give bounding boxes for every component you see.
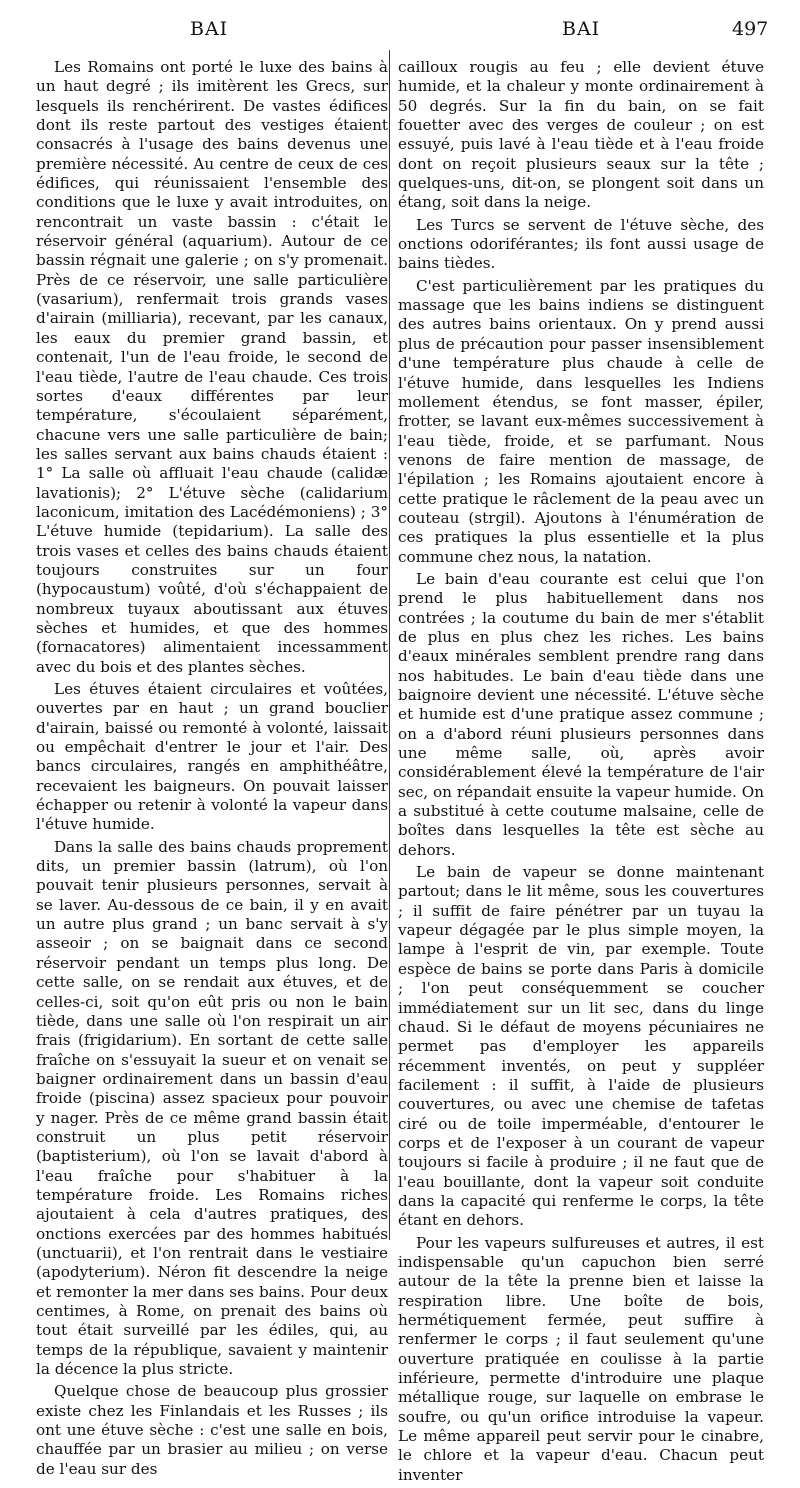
- paragraph: Le bain de vapeur se donne maintenant partout; dans le lit même, sous les couvertures ; il suffit de faire pénétrer par un tuyau la vapeur dégagée par le plus simple moyen, la lampe à l'esprit de vin, par exemple. Toute espèce de bains se porte dans Paris à domicile ; l'on peut conséquemment se coucher immédiatement sur un lit sec, dans du linge chaud. Si le défaut de moyens pécuniaires ne permet pas d'employer les appareils récemment inventés, on peut y suppléer facilement : il suffit, à l'aide de plusieurs couvertures, ou avec une chemise de tafetas ciré ou de toile imperméable, d'entourer le corps et de l'exposer à un courant de vapeur toujours si facile à produire ; il ne faut que de l'eau bouillante, dont la vapeur soit conduite dans la capacité qui renferme le corps, la tête étant en dehors.: [398, 863, 764, 1230]
- running-title-left: BAI: [190, 18, 229, 40]
- paragraph: Dans la salle des bains chauds proprement dits, un premier bassin (latrum), où l'on pouvait tenir plusieurs personnes, servait à se laver. Au-dessous de ce bain, il y en avait un autre plus grand ; un banc servait à s'y asseoir ; on se baignait dans ce second réservoir pendant un temps plus long. De cette salle, on se rendait aux étuves, et de celles-ci, soit qu'on eût pris ou non le bain tiède, dans une salle où l'on respirait un air frais (frigidarium). En sortant de cette salle fraîche on s'essuyait la sueur et on venait se baigner ordinairement dans un bassin d'eau froide (piscina) assez spacieux pour pouvoir y nager. Près de ce même grand bassin était construit un plus petit réservoir (baptisterium), où l'on se lavait d'abord à l'eau fraîche pour s'habituer à la température froide. Les Romains riches ajoutaient à cela d'autres pratiques, des onctions exercées par des hommes habitués (unctuarii), et l'on rentrait dans le vestiaire (apodyterium). Néron fit descendre la neige et remonter la mer dans ses bains. Pour deux centimes, à Rome, on prenait des bains où tout était surveillé par les édiles, qui, au temps de la république, savaient y maintenir la décence la plus stricte.: [36, 837, 388, 1379]
- running-title-right: BAI: [562, 18, 601, 40]
- paragraph: Le bain d'eau courante est celui que l'on prend le plus habituellement dans nos contrées ; la coutume du bain de mer s'établit de plus en plus chez les riches. Les bains d'eaux minérales semblent prendre rang dans nos habitudes. Le bain d'eau tiède dans une baignoire devient une nécessité. L'étuve sèche et humide est d'une pratique assez commune ; on a d'abord réuni plusieurs personnes dans une même salle, où, après avoir considérablement élevé la température de l'air sec, on répandait ensuite la vapeur humide. On a substitué à cette coutume malsaine, celle de boîtes dans lesquelles la tête est sèche au dehors.: [398, 569, 764, 859]
- paragraph: Pour les vapeurs sulfureuses et autres, il est indispensable qu'un capuchon bien serré autour de la tête la prenne bien et laisse la respiration libre. Une boîte de bois, hermétiquement fermée, peut suffire à renfermer le corps ; il faut seulement qu'une ouverture pratiquée en coulisse à la partie inférieure, permette d'introduire une plaque métallique rouge, sur laquelle on embrase le soufre, ou qu'un orifice introduise la vapeur. Le même appareil peut servir pour le cinabre, le chlore et la vapeur d'eau. Chacun peut inventer: [398, 1233, 764, 1484]
- running-header: [0, 18, 800, 48]
- paragraph: Quelque chose de beaucoup plus grossier existe chez les Finlandais et les Russes ; ils ont une étuve sèche : c'est une salle en bois, chauffée par un brasier au milieu ; on verse de l'eau sur des: [36, 1382, 388, 1478]
- page-number: 497: [732, 18, 769, 40]
- paragraph: Les Romains ont porté le luxe des bains à un haut degré ; ils imitèrent les Grecs, sur lesquels ils renchérirent. De vastes édifices dont ils reste partout des vestiges étaient consacrés à l'usage des bains devenus une première nécessité. Au centre de ceux de ces édifices, qui réunissaient l'ensemble des conditions que le luxe y avait introduites, on rencontrait un vaste bassin : c'était le réservoir général (aquarium). Autour de ce bassin régnait une galerie ; on s'y promenait. Près de ce réservoir, une salle particulière (vasarium), renfermait trois grands vases d'airain (milliaria), recevant, par les canaux, les eaux du premier grand bassin, et contenait, l'un de l'eau froide, le second de l'eau tiède, l'autre de l'eau chaude. Ces trois sortes d'eaux différentes par leur température, s'écoulaient séparément, chacune vers une salle particulière de bain; les salles servant aux bains chauds étaient : 1° La salle où affluait l'eau chaude (calidæ lavationis); 2° L'étuve sèche (calidarium laconicum, imitation des Lacédémoniens) ; 3° L'étuve humide (tepidarium). La salle des trois vases et celles des bains chauds étaient toujours construites sur un four (hypocaustum) voûté, d'où s'échappaient de nombreux tuyaux aboutissant aux étuves sèches et humides, et que des hommes (fornacatores) alimentaient incessamment avec du bois et des plantes sèches.: [36, 58, 388, 676]
- column-divider: [389, 50, 390, 1240]
- right-column: [398, 58, 764, 1488]
- paragraph: Les Turcs se servent de l'étuve sèche, des onctions odoriférantes; ils font aussi usage de bains tièdes.: [398, 215, 764, 273]
- paragraph: Les étuves étaient circulaires et voûtées, ouvertes par en haut ; un grand bouclier d'airain, baissé ou remonté à volonté, laissait ou empêchait d'entrer le jour et l'air. Des bancs circulaires, rangés en amphithéâtre, recevaient les baigneurs. On pouvait laisser échapper ou retenir à volonté la vapeur dans l'étuve humide.: [36, 680, 388, 834]
- paragraph-continued: cailloux rougis au feu ; elle devient étuve humide, et la chaleur y monte ordinairement à 50 degrés. Sur la fin du bain, on se fait fouetter avec des verges de couleur ; on est essuyé, puis lavé à l'eau tiède et à l'eau froide dont on reçoit plusieurs seaux sur la tête ; quelques-uns, dit-on, se plongent soit dans un étang, soit dans la neige.: [398, 58, 764, 212]
- paragraph: C'est particulièrement par les pratiques du massage que les bains indiens se distinguent des autres bains orientaux. On y prend aussi plus de précaution pour passer insensiblement d'une température plus chaude à celle de l'étuve humide, dans lesquelles les Indiens mollement étendus, se font masser, épiler, frotter, se lavant eux-mêmes successivement à l'eau tiède, froide, et se parfumant. Nous venons de faire mention de massage, de l'épilation ; les Romains ajoutaient encore à cette pratique le râclement de la peau avec un couteau (strgil). Ajoutons à l'énumération de ces pratiques la plus essentielle et la plus commune chez nous, la natation.: [398, 276, 764, 566]
- left-column: [36, 58, 388, 1482]
